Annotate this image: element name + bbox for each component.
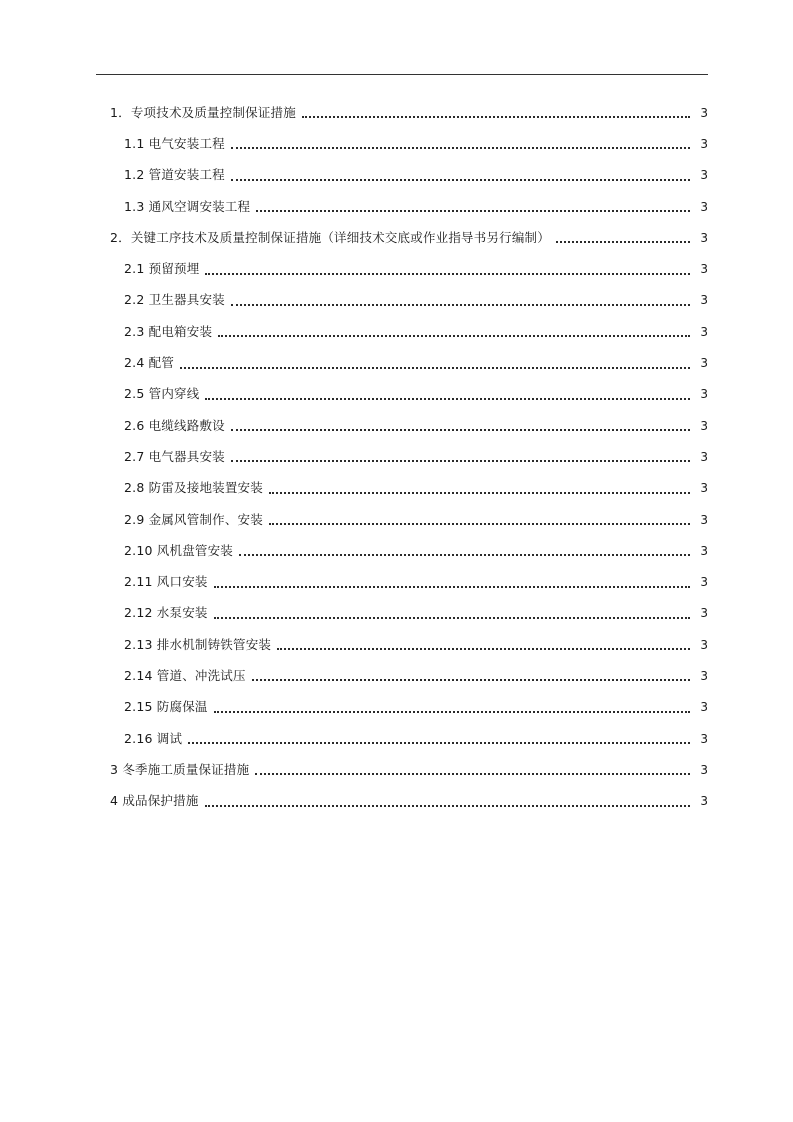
toc-entry[interactable] xyxy=(0,285,793,316)
toc-page-number: 3 xyxy=(700,637,708,652)
toc-entry-title: 2.8 防雷及接地装置安装 xyxy=(124,480,263,496)
toc-page-number: 3 xyxy=(700,449,708,464)
toc-entry[interactable] xyxy=(0,316,793,347)
toc-dot-leader xyxy=(231,146,690,149)
toc-dot-leader xyxy=(231,178,690,181)
toc-entry[interactable] xyxy=(0,723,793,754)
toc-dot-leader xyxy=(214,616,690,619)
toc-entry[interactable] xyxy=(0,754,793,785)
toc-entry-title: 2.13 排水机制铸铁管安装 xyxy=(124,636,272,652)
toc-entry-title: 2.16 调试 xyxy=(124,730,183,746)
toc-entry-title: 2.11 风口安装 xyxy=(124,574,208,590)
toc-page-number: 3 xyxy=(700,356,708,371)
toc-entry[interactable] xyxy=(0,535,793,566)
toc-page-number: 3 xyxy=(700,481,708,496)
toc-page-number: 3 xyxy=(700,543,708,558)
toc-page-number: 3 xyxy=(700,230,708,245)
toc-dot-leader xyxy=(556,240,690,243)
toc-dot-leader xyxy=(256,209,690,212)
toc-entry-title: 2.10 风机盘管安装 xyxy=(124,542,234,558)
toc-entry-title: 2.3 配电箱安装 xyxy=(124,323,213,339)
toc-page-number: 3 xyxy=(700,324,708,339)
toc-page-number: 3 xyxy=(700,606,708,621)
toc-entry-title: 1.2 管道安装工程 xyxy=(124,167,225,183)
toc-page-number: 3 xyxy=(700,700,708,715)
toc-entry-title: 4 成品保护措施 xyxy=(110,793,199,809)
toc-dot-leader xyxy=(205,397,690,400)
toc-entry[interactable] xyxy=(0,347,793,378)
table-of-contents xyxy=(0,97,793,817)
toc-entry[interactable] xyxy=(0,692,793,723)
toc-dot-leader xyxy=(302,115,690,118)
toc-dot-leader xyxy=(180,366,690,369)
toc-entry-title: 2．关键工序技术及质量控制保证措施（详细技术交底或作业指导书另行编制） xyxy=(110,229,550,245)
toc-dot-leader xyxy=(218,334,690,337)
toc-dot-leader xyxy=(252,678,690,681)
header-rule xyxy=(96,74,708,75)
toc-dot-leader xyxy=(255,772,690,775)
toc-page-number: 3 xyxy=(700,387,708,402)
toc-page-number: 3 xyxy=(700,262,708,277)
toc-entry-title: 2.4 配管 xyxy=(124,355,175,371)
toc-entry-title: 1.3 通风空调安装工程 xyxy=(124,198,251,214)
toc-entry[interactable] xyxy=(0,191,793,222)
toc-page-number: 3 xyxy=(700,762,708,777)
toc-entry-title: 2.2 卫生器具安装 xyxy=(124,292,225,308)
toc-page-number: 3 xyxy=(700,512,708,527)
toc-dot-leader xyxy=(231,459,690,462)
toc-dot-leader xyxy=(205,804,690,807)
toc-page-number: 3 xyxy=(700,668,708,683)
toc-entry-title: 2.12 水泵安装 xyxy=(124,605,208,621)
toc-page-number: 3 xyxy=(700,105,708,120)
toc-entry-title: 2.9 金属风管制作、安装 xyxy=(124,511,263,527)
toc-page-number: 3 xyxy=(700,794,708,809)
toc-page-number: 3 xyxy=(700,199,708,214)
toc-entry[interactable] xyxy=(0,410,793,441)
toc-entry-title: 2.5 管内穿线 xyxy=(124,386,200,402)
toc-page-number: 3 xyxy=(700,168,708,183)
toc-entry-title: 1．专项技术及质量控制保证措施 xyxy=(110,104,296,120)
toc-entry[interactable] xyxy=(0,253,793,284)
toc-entry-title: 1.1 电气安装工程 xyxy=(124,135,225,151)
toc-dot-leader xyxy=(239,553,690,556)
toc-entry-title: 2.1 预留预埋 xyxy=(124,261,200,277)
toc-dot-leader xyxy=(214,710,690,713)
toc-dot-leader xyxy=(231,303,690,306)
toc-dot-leader xyxy=(269,491,690,494)
toc-dot-leader xyxy=(188,741,690,744)
toc-dot-leader xyxy=(277,647,690,650)
toc-entry[interactable] xyxy=(0,786,793,817)
toc-entry[interactable] xyxy=(0,222,793,253)
toc-entry[interactable] xyxy=(0,566,793,597)
toc-entry[interactable] xyxy=(0,128,793,159)
toc-entry-title: 2.14 管道、冲洗试压 xyxy=(124,667,246,683)
toc-entry[interactable] xyxy=(0,504,793,535)
toc-page-number: 3 xyxy=(700,418,708,433)
toc-dot-leader xyxy=(214,585,690,588)
toc-entry[interactable] xyxy=(0,473,793,504)
toc-entry[interactable] xyxy=(0,97,793,128)
toc-entry[interactable] xyxy=(0,160,793,191)
toc-dot-leader xyxy=(269,522,690,525)
toc-entry-title: 2.6 电缆线路敷设 xyxy=(124,417,225,433)
toc-dot-leader xyxy=(205,272,690,275)
toc-entry[interactable] xyxy=(0,441,793,472)
toc-entry[interactable] xyxy=(0,598,793,629)
toc-entry-title: 2.15 防腐保温 xyxy=(124,699,208,715)
toc-page-number: 3 xyxy=(700,136,708,151)
toc-page-number: 3 xyxy=(700,575,708,590)
toc-page-number: 3 xyxy=(700,731,708,746)
toc-entry-title: 2.7 电气器具安装 xyxy=(124,448,225,464)
toc-page-number: 3 xyxy=(700,293,708,308)
toc-entry[interactable] xyxy=(0,379,793,410)
toc-entry-title: 3 冬季施工质量保证措施 xyxy=(110,761,250,777)
toc-dot-leader xyxy=(231,428,690,431)
toc-entry[interactable] xyxy=(0,629,793,660)
toc-entry[interactable] xyxy=(0,660,793,691)
